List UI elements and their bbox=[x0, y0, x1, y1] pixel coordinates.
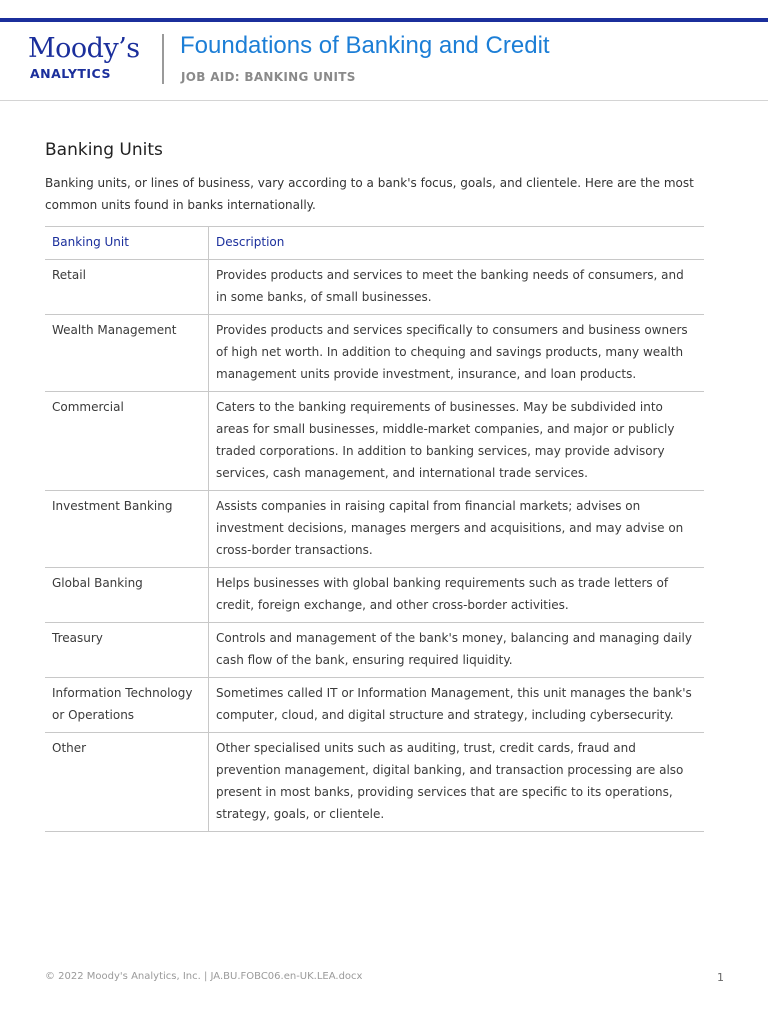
table-row bbox=[45, 315, 704, 392]
footer-copyright: © 2022 Moody's Analytics, Inc. | JA.BU.FOBC06.en-UK.LEA.docx bbox=[45, 971, 363, 982]
page-number: 1 bbox=[717, 971, 724, 984]
table-row bbox=[45, 260, 704, 315]
column-header-description: Description bbox=[209, 227, 705, 260]
logo-subtitle: ANALYTICS bbox=[30, 66, 111, 81]
table-row bbox=[45, 392, 704, 491]
table-row bbox=[45, 491, 704, 568]
moodys-logo: Moody’s bbox=[28, 33, 140, 64]
table-row bbox=[45, 733, 704, 832]
description-cell: Other specialised units such as auditing, trust, credit cards, fraud and prevention management, digital banking, and transaction processing are also present in most banks, providing services that are specific to its operations, strategy, goals, or clientele. bbox=[209, 733, 705, 832]
description-cell: Controls and management of the bank's money, balancing and managing daily cash flow of the bank, ensuring required liquidity. bbox=[209, 623, 705, 678]
document-title: Foundations of Banking and Credit bbox=[180, 32, 550, 59]
document-header bbox=[0, 22, 768, 100]
unit-cell: Commercial bbox=[45, 392, 209, 491]
unit-cell: Investment Banking bbox=[45, 491, 209, 568]
description-cell: Provides products and services specifically to consumers and business owners of high net worth. In addition to chequing and savings products, many wealth management units provide investment, insurance, and loan products. bbox=[209, 315, 705, 392]
table-row bbox=[45, 568, 704, 623]
document-subtitle: JOB AID: BANKING UNITS bbox=[181, 70, 356, 84]
header-divider bbox=[162, 34, 164, 84]
description-cell: Helps businesses with global banking requirements such as trade letters of credit, foreign exchange, and other cross-border activities. bbox=[209, 568, 705, 623]
table-header-row bbox=[45, 227, 704, 260]
table-row bbox=[45, 623, 704, 678]
description-cell: Provides products and services to meet the banking needs of consumers, and in some banks, of small businesses. bbox=[209, 260, 705, 315]
table-row bbox=[45, 678, 704, 733]
unit-cell: Information Technology or Operations bbox=[45, 678, 209, 733]
unit-cell: Treasury bbox=[45, 623, 209, 678]
unit-cell: Global Banking bbox=[45, 568, 209, 623]
description-cell: Caters to the banking requirements of businesses. May be subdivided into areas for small businesses, middle-market companies, and major or publicly traded corporations. In addition to banking services, may provide advisory services, cash management, and international trade services. bbox=[209, 392, 705, 491]
header-rule bbox=[0, 100, 768, 101]
banking-units-table bbox=[45, 226, 704, 832]
unit-cell: Wealth Management bbox=[45, 315, 209, 392]
description-cell: Assists companies in raising capital from financial markets; advises on investment decisions, manages mergers and acquisitions, and may advise on cross-border transactions. bbox=[209, 491, 705, 568]
unit-cell: Other bbox=[45, 733, 209, 832]
unit-cell: Retail bbox=[45, 260, 209, 315]
column-header-unit: Banking Unit bbox=[45, 227, 209, 260]
description-cell: Sometimes called IT or Information Management, this unit manages the bank's computer, cloud, and digital structure and strategy, including cybersecurity. bbox=[209, 678, 705, 733]
section-title: Banking Units bbox=[45, 140, 163, 160]
intro-paragraph: Banking units, or lines of business, vary according to a bank's focus, goals, and clientele. Here are the most common units found in banks internationally. bbox=[45, 176, 694, 212]
